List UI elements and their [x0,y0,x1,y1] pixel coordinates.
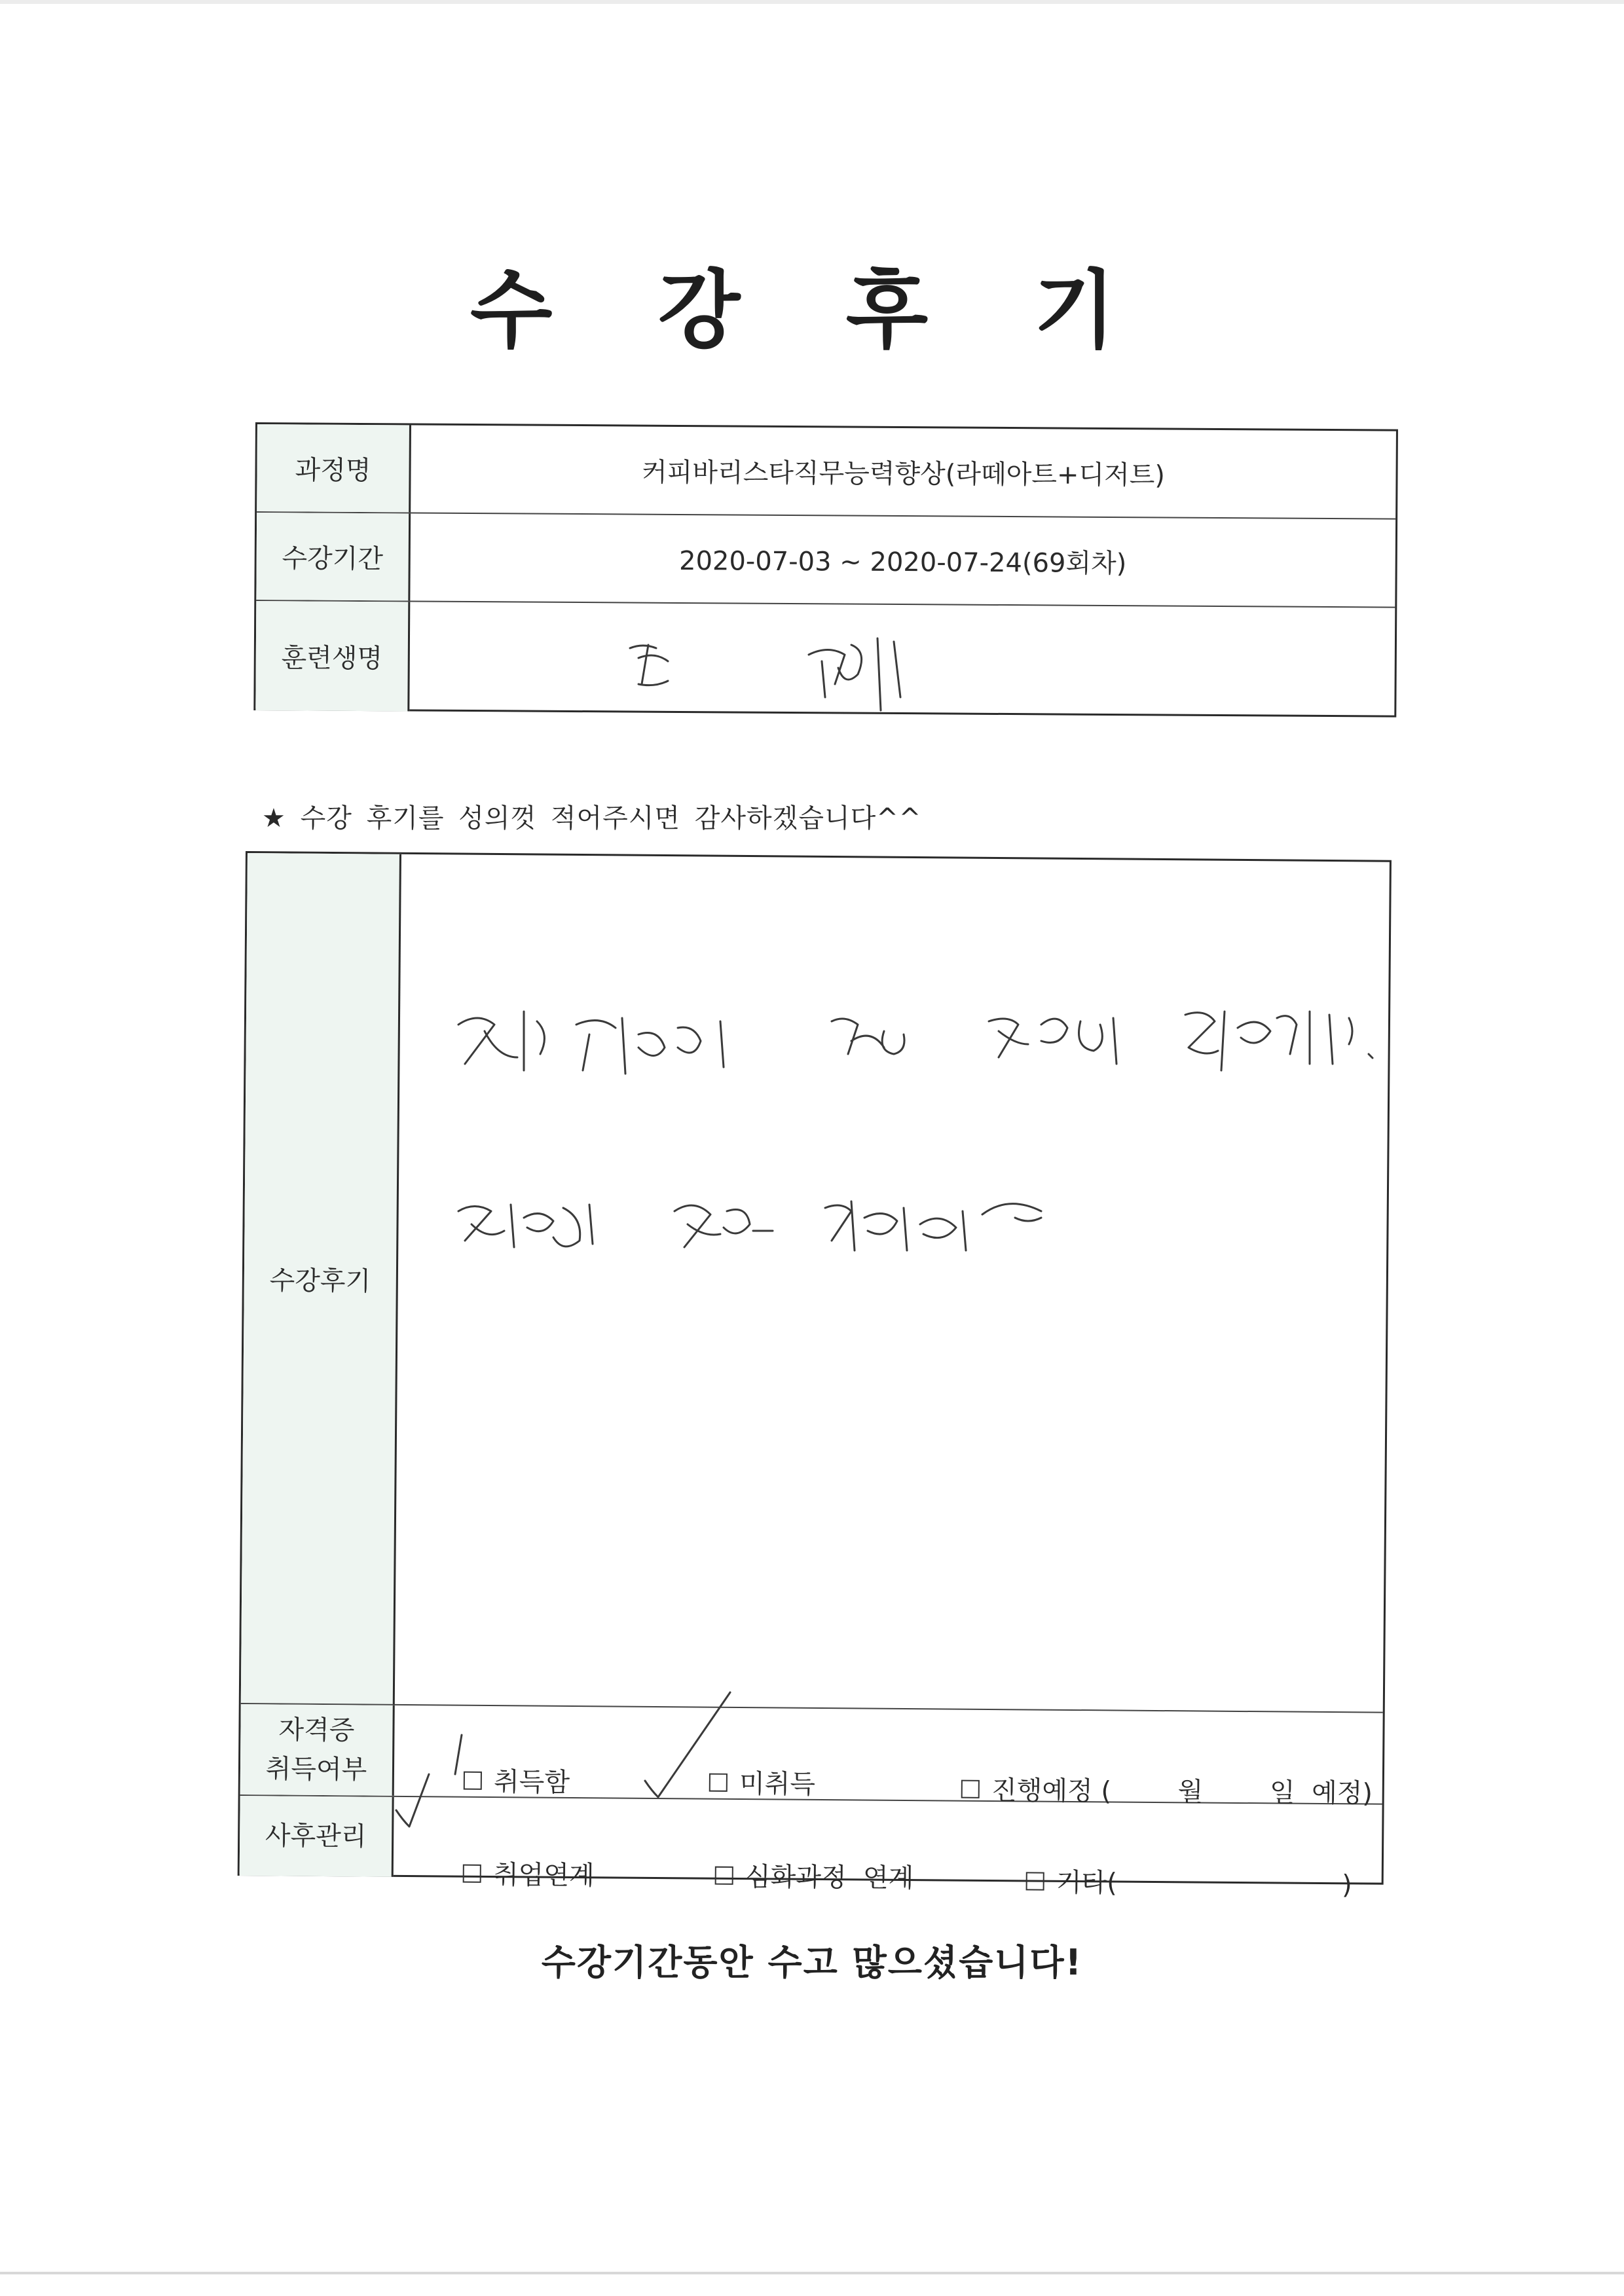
certification-label-line1: 자격증 [278,1715,355,1746]
option-job-placement[interactable] [413,1823,595,1922]
review-table [238,851,1392,1901]
checkbox-icon[interactable] [1026,1872,1044,1890]
closing-message: 수강기간동안 수고 많으셨습니다! [541,1942,1083,1983]
checkbox-icon[interactable] [463,1865,481,1883]
trainee-name-row [255,601,1395,718]
document-title: 수 강 후 기 [470,261,1154,360]
option-not-acquired-label: 미취득 [739,1768,816,1800]
certification-label-line2: 취득여부 [265,1754,367,1785]
course-period-value: 2020-07-03 ~ 2020-07-24(69회차) [678,545,1127,579]
certification-label [240,1704,395,1796]
review-text-area[interactable] [395,854,1390,1713]
course-info-table [253,422,1398,718]
trainee-name-label: 훈련생명 [255,601,410,711]
option-acquired-label: 취득함 [493,1767,570,1798]
option-job-placement-label: 취업연계 [492,1860,595,1891]
scan-edge [0,2272,1624,2274]
scan-edge [0,0,1624,4]
option-in-progress-label: 진행예정 ( 월 일 예정) [991,1775,1373,1809]
checkbox-icon[interactable] [715,1867,733,1885]
checkbox-icon[interactable] [709,1774,728,1792]
checkbox-icon[interactable] [961,1780,980,1798]
option-advanced-course[interactable] [665,1825,914,1925]
course-period-row [256,513,1395,608]
instruction-text: ★ 수강 후기를 성의껏 적어주시면 감사하겠습니다^^ [262,803,922,833]
option-advanced-course-label: 심화과정 연계 [745,1862,914,1894]
checkbox-icon[interactable] [464,1772,482,1790]
course-name-row [257,424,1396,520]
course-period-label: 수강기간 [256,513,411,600]
trainee-name-value[interactable] [409,602,1395,717]
certification-row [240,1704,1383,1809]
course-name-value: 커피바리스타직무능력향상(라떼아트+디저트) [641,457,1166,491]
course-name-label: 과정명 [257,424,411,512]
option-other[interactable] [976,1831,1352,1932]
option-other-label: 기타( ) [1056,1867,1352,1901]
aftercare-label: 사후관리 [240,1796,394,1877]
review-label: 수강후기 [241,853,401,1705]
aftercare-row [240,1796,1382,1901]
